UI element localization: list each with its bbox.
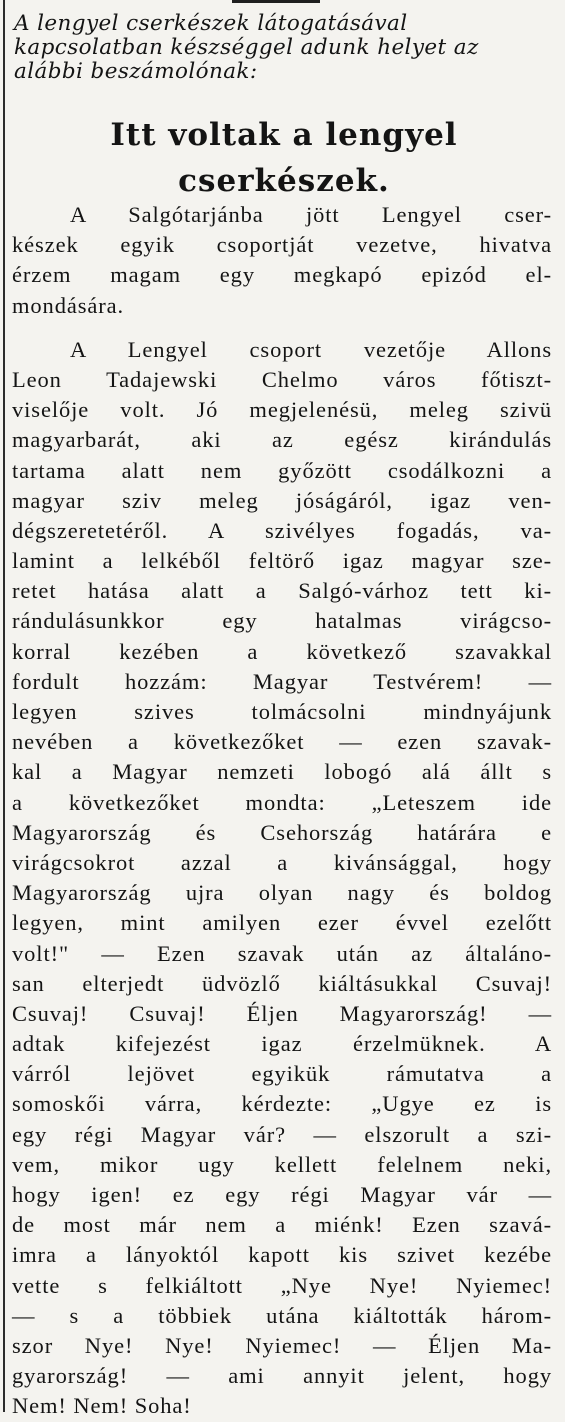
body-line: Magyarország és Csehország határára e — [12, 819, 552, 845]
body-line: retet hatása alatt a Salgó-várhoz tett ki- — [12, 578, 552, 604]
body-line: tartama alatt nem győzött csodálkozni a — [12, 457, 552, 483]
column-rule-left — [3, 0, 5, 1412]
body-line: Magyarország ujra olyan nagy és boldog — [12, 880, 552, 906]
body-line: nevében a következőket — ezen szavak- — [12, 729, 552, 755]
editorial-intro — [14, 12, 554, 84]
body-line: hogy igen! ez egy régi Magyar vár — — [12, 1182, 552, 1207]
body-line: egy régi Magyar vár? — elszorult a szi- — [12, 1121, 552, 1147]
body-line: dégszeretetéről. A szivélyes fogadás, va- — [12, 517, 552, 543]
body-line: vette s felkiáltott „Nye Nye! Nyiemec! — [12, 1272, 552, 1298]
body-line: vem, mikor ugy kellett felelnem neki, — [12, 1151, 552, 1177]
body-line: magyarbarát, aki az egész kirándulás — [12, 427, 552, 453]
body-line: Leon Tadajewski Chelmo város főtiszt- — [12, 366, 552, 392]
paragraph-gap — [12, 321, 552, 335]
body-line: lamint a lelkéből feltörő igaz magyar sze- — [12, 548, 552, 574]
column-rule-top — [232, 0, 320, 3]
body-line: de most már nem a miénk! Ezen szavá- — [12, 1212, 552, 1238]
body-line: virágcsokrot azzal a kivánsággal, hogy — [12, 849, 552, 875]
body-line: viselője volt. Jó megjelenésü, meleg szivü — [12, 397, 552, 423]
body-line: szor Nye! Nye! Nyiemec! — Éljen Ma- — [12, 1332, 552, 1358]
body-line: A Lengyel csoport vezetője Allons — [70, 336, 552, 362]
body-line: kal a Magyar nemzeti lobogó alá állt s — [12, 759, 552, 785]
body-line: a következőket mondta: „Leteszem ide — [12, 789, 552, 815]
article-headline — [14, 112, 554, 204]
body-line: legyen, mint amilyen ezer évvel ezelőtt — [12, 910, 552, 936]
body-line: Csuvaj! Csuvaj! Éljen Magyarország! — — [12, 1000, 552, 1026]
body-line: volt!" — Ezen szavak után az általáno- — [12, 940, 552, 966]
article-body — [12, 200, 552, 1422]
body-line: fordult hozzám: Magyar Testvérem! — — [12, 668, 552, 694]
paragraph — [12, 200, 552, 321]
body-line: érzem magam egy megkapó epizód el- — [12, 262, 552, 288]
intro-line: A lengyel cserkészek látogatásával — [14, 11, 408, 36]
body-line: Nem! Nem! Soha! — [12, 1393, 192, 1419]
body-line: adtak kifejezést igaz érzelmüknek. A — [12, 1031, 552, 1057]
body-line: somoskői várra, kérdezte: „Ugye ez is — [12, 1091, 552, 1117]
intro-line: alábbi beszámolónak: — [14, 59, 258, 84]
body-line: gyarország! — ami annyit jelent, hogy — [12, 1363, 552, 1389]
headline-line: Itt voltak a lengyel — [110, 117, 458, 153]
intro-line: kapcsolatban készséggel adunk helyet az — [14, 35, 479, 60]
body-line: rándulásunkkor egy hatalmas virágcso- — [12, 608, 552, 634]
body-line: mondására. — [12, 292, 125, 318]
body-line: san elterjedt üdvözlő kiáltásukkal Csuvaj! — [12, 970, 552, 996]
headline-line: cserkészek. — [178, 163, 390, 199]
body-line: készek egyik csoportját vezetve, hivatva — [12, 232, 552, 258]
body-line: korral kezében a következő szavakkal — [12, 638, 552, 664]
body-line: várról lejövet egyikük rámutatva a — [12, 1061, 552, 1087]
body-line: — s a többiek utána kiáltották három- — [12, 1302, 552, 1328]
body-line: A Salgótarjánba jött Lengyel cser- — [70, 202, 552, 227]
paragraph — [12, 335, 552, 1422]
body-line: imra a lányoktól kapott kis szivet kezébe — [12, 1242, 552, 1268]
body-line: legyen szives tolmácsolni mindnyájunk — [12, 699, 552, 724]
body-line: magyar sziv meleg jóságáról, igaz ven- — [12, 487, 552, 513]
